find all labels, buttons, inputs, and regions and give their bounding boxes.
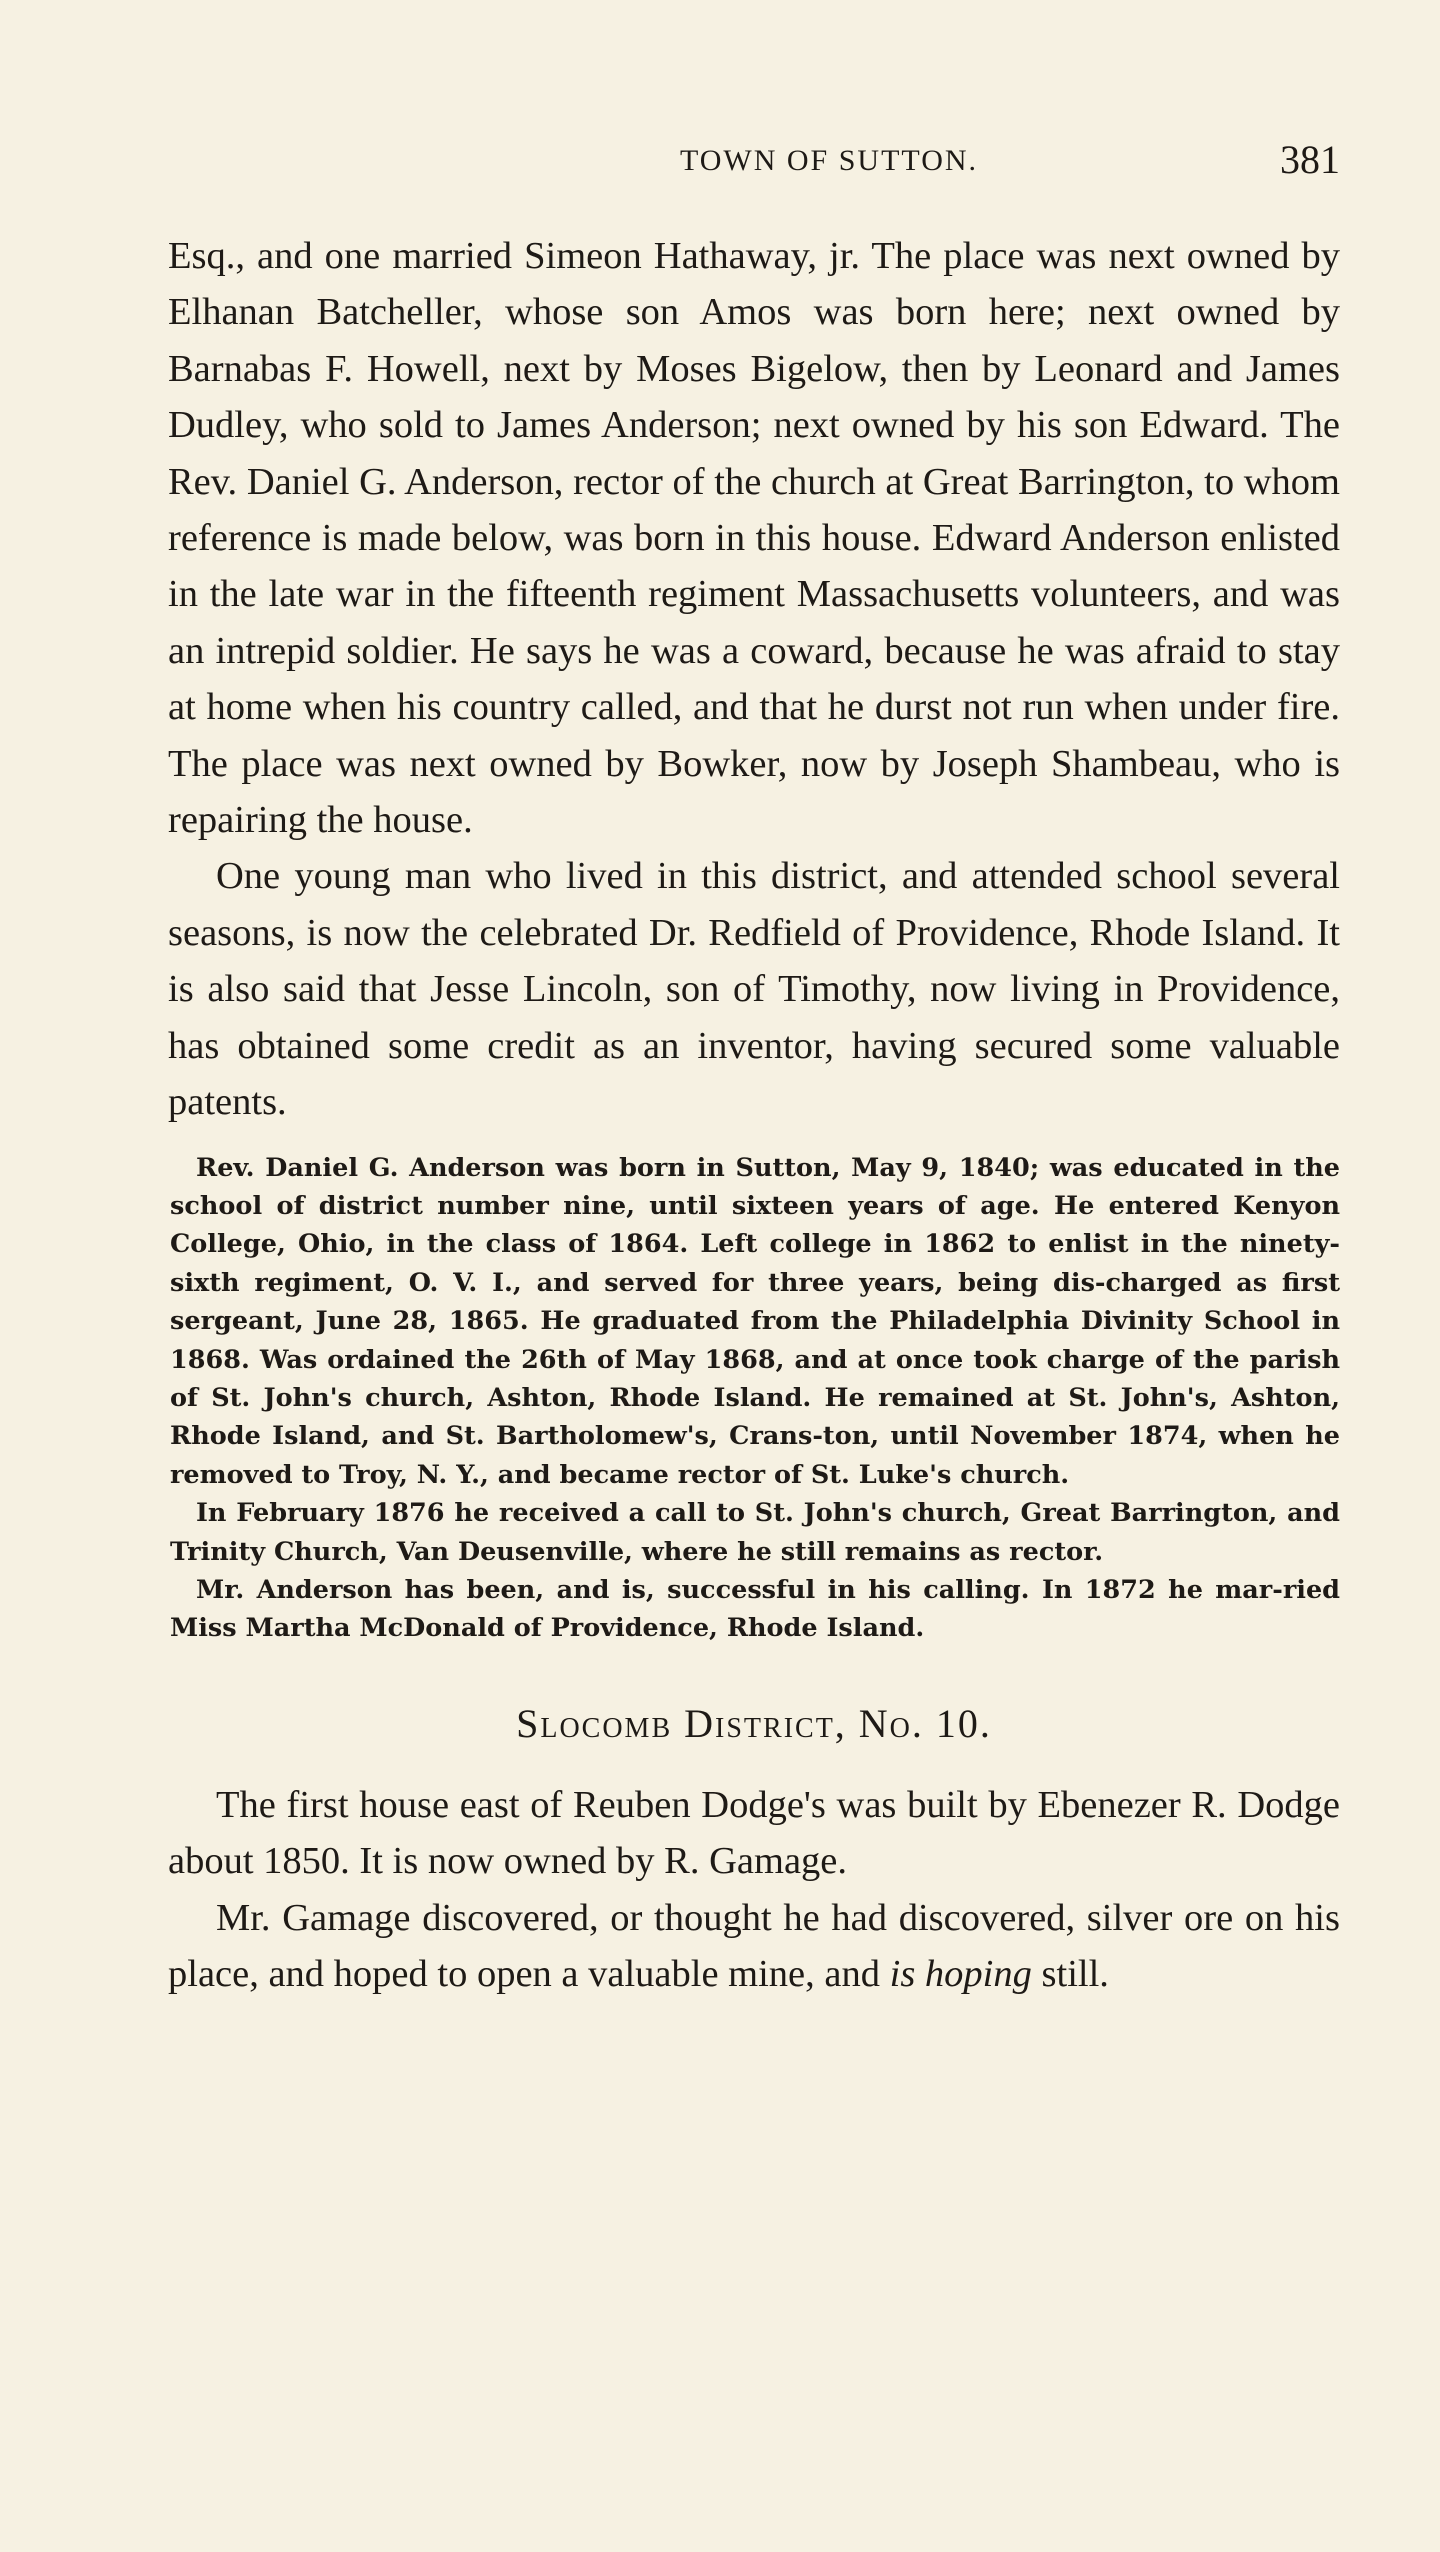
page-header — [168, 136, 1340, 186]
section-heading: Slocomb District, No. 10. — [516, 1700, 992, 1746]
page-number: 381 — [1280, 137, 1340, 182]
paragraph-redfield: One young man who lived in this district, and attended school several seasons, is now the celebrated Dr. Redfield of Providence, Rhode Island. It is also said that Jesse Lincoln, son of Timothy, now living in Providence, has obtained some credit as an inventor, having secured some valuable patents. — [168, 855, 1340, 1124]
emphasis-text: is hoping — [889, 1953, 1032, 1995]
note-paragraph: Mr. Anderson has been, and is, successful in his calling. In 1872 he mar-ried Miss Martha McDonald of Providence, Rhode Island. — [170, 1574, 1340, 1644]
paragraph-dodge-house: The first house east of Reuben Dodge's was built by Ebenezer R. Dodge about 1850. It is now owned by R. Gamage. — [168, 1783, 1340, 1883]
running-head: TOWN OF SUTTON. — [679, 144, 979, 177]
note-paragraph: Rev. Daniel G. Anderson was born in Sutton, May 9, 1840; was educated in the school of district number nine, until sixteen years of age. He entered Kenyon College, Ohio, in the class of 1864. Left college in 1862 to enlist in the ninety-sixth regiment, O. V. I., and served for three years, being dis-charged as first sergeant, June 28, 1865. He graduated from the Philadelphia Divinity School in 1868. Was ordained the 26th of May 1868, and at once took charge of the parish of St. John's church, Ashton, Rhode Island. He remained at St. John's, Ashton, Rhode Island, and St. Bartholomew's, Crans-ton, until November 1874, when he removed to Troy, N. Y., and became rector of St. Luke's church. — [170, 1152, 1340, 1490]
paragraph-continuation: Esq., and one married Simeon Hathaway, jr. The place was next owned by Elhanan Batcheller, whose son Amos was born here; next owned by Barnabas F. Howell, next by Moses Bigelow, then by Leonard and James Dudley, who sold to James Anderson; next owned by his son Edward. The Rev. Daniel G. Anderson, rector of the church at Great Barrington, to whom reference is made below, was born in this house. Edward Anderson enlisted in the late war in the fifteenth regiment Massachusetts volunteers, and was an intrepid soldier. He says he was a coward, because he was afraid to stay at home when his country called, and that he durst not run when under fire. The place was next owned by Bowker, now by Joseph Shambeau, who is repairing the house. — [168, 235, 1340, 842]
biographical-note — [168, 1149, 1340, 1648]
paragraph-gamage — [168, 1890, 1340, 2003]
note-paragraph: In February 1876 he received a call to St. John's church, Great Barrington, and Trinity Church, Van Deusenville, where he still remains as rector. — [170, 1498, 1340, 1567]
body-text — [168, 228, 1340, 2002]
paragraph-gamage-end: still. — [1041, 1953, 1109, 1995]
paragraph-gamage-start: Mr. Gamage discovered, or thought he had discovered, silver ore on his place, and hoped to open a valuable mine, and — [168, 1896, 1340, 1995]
